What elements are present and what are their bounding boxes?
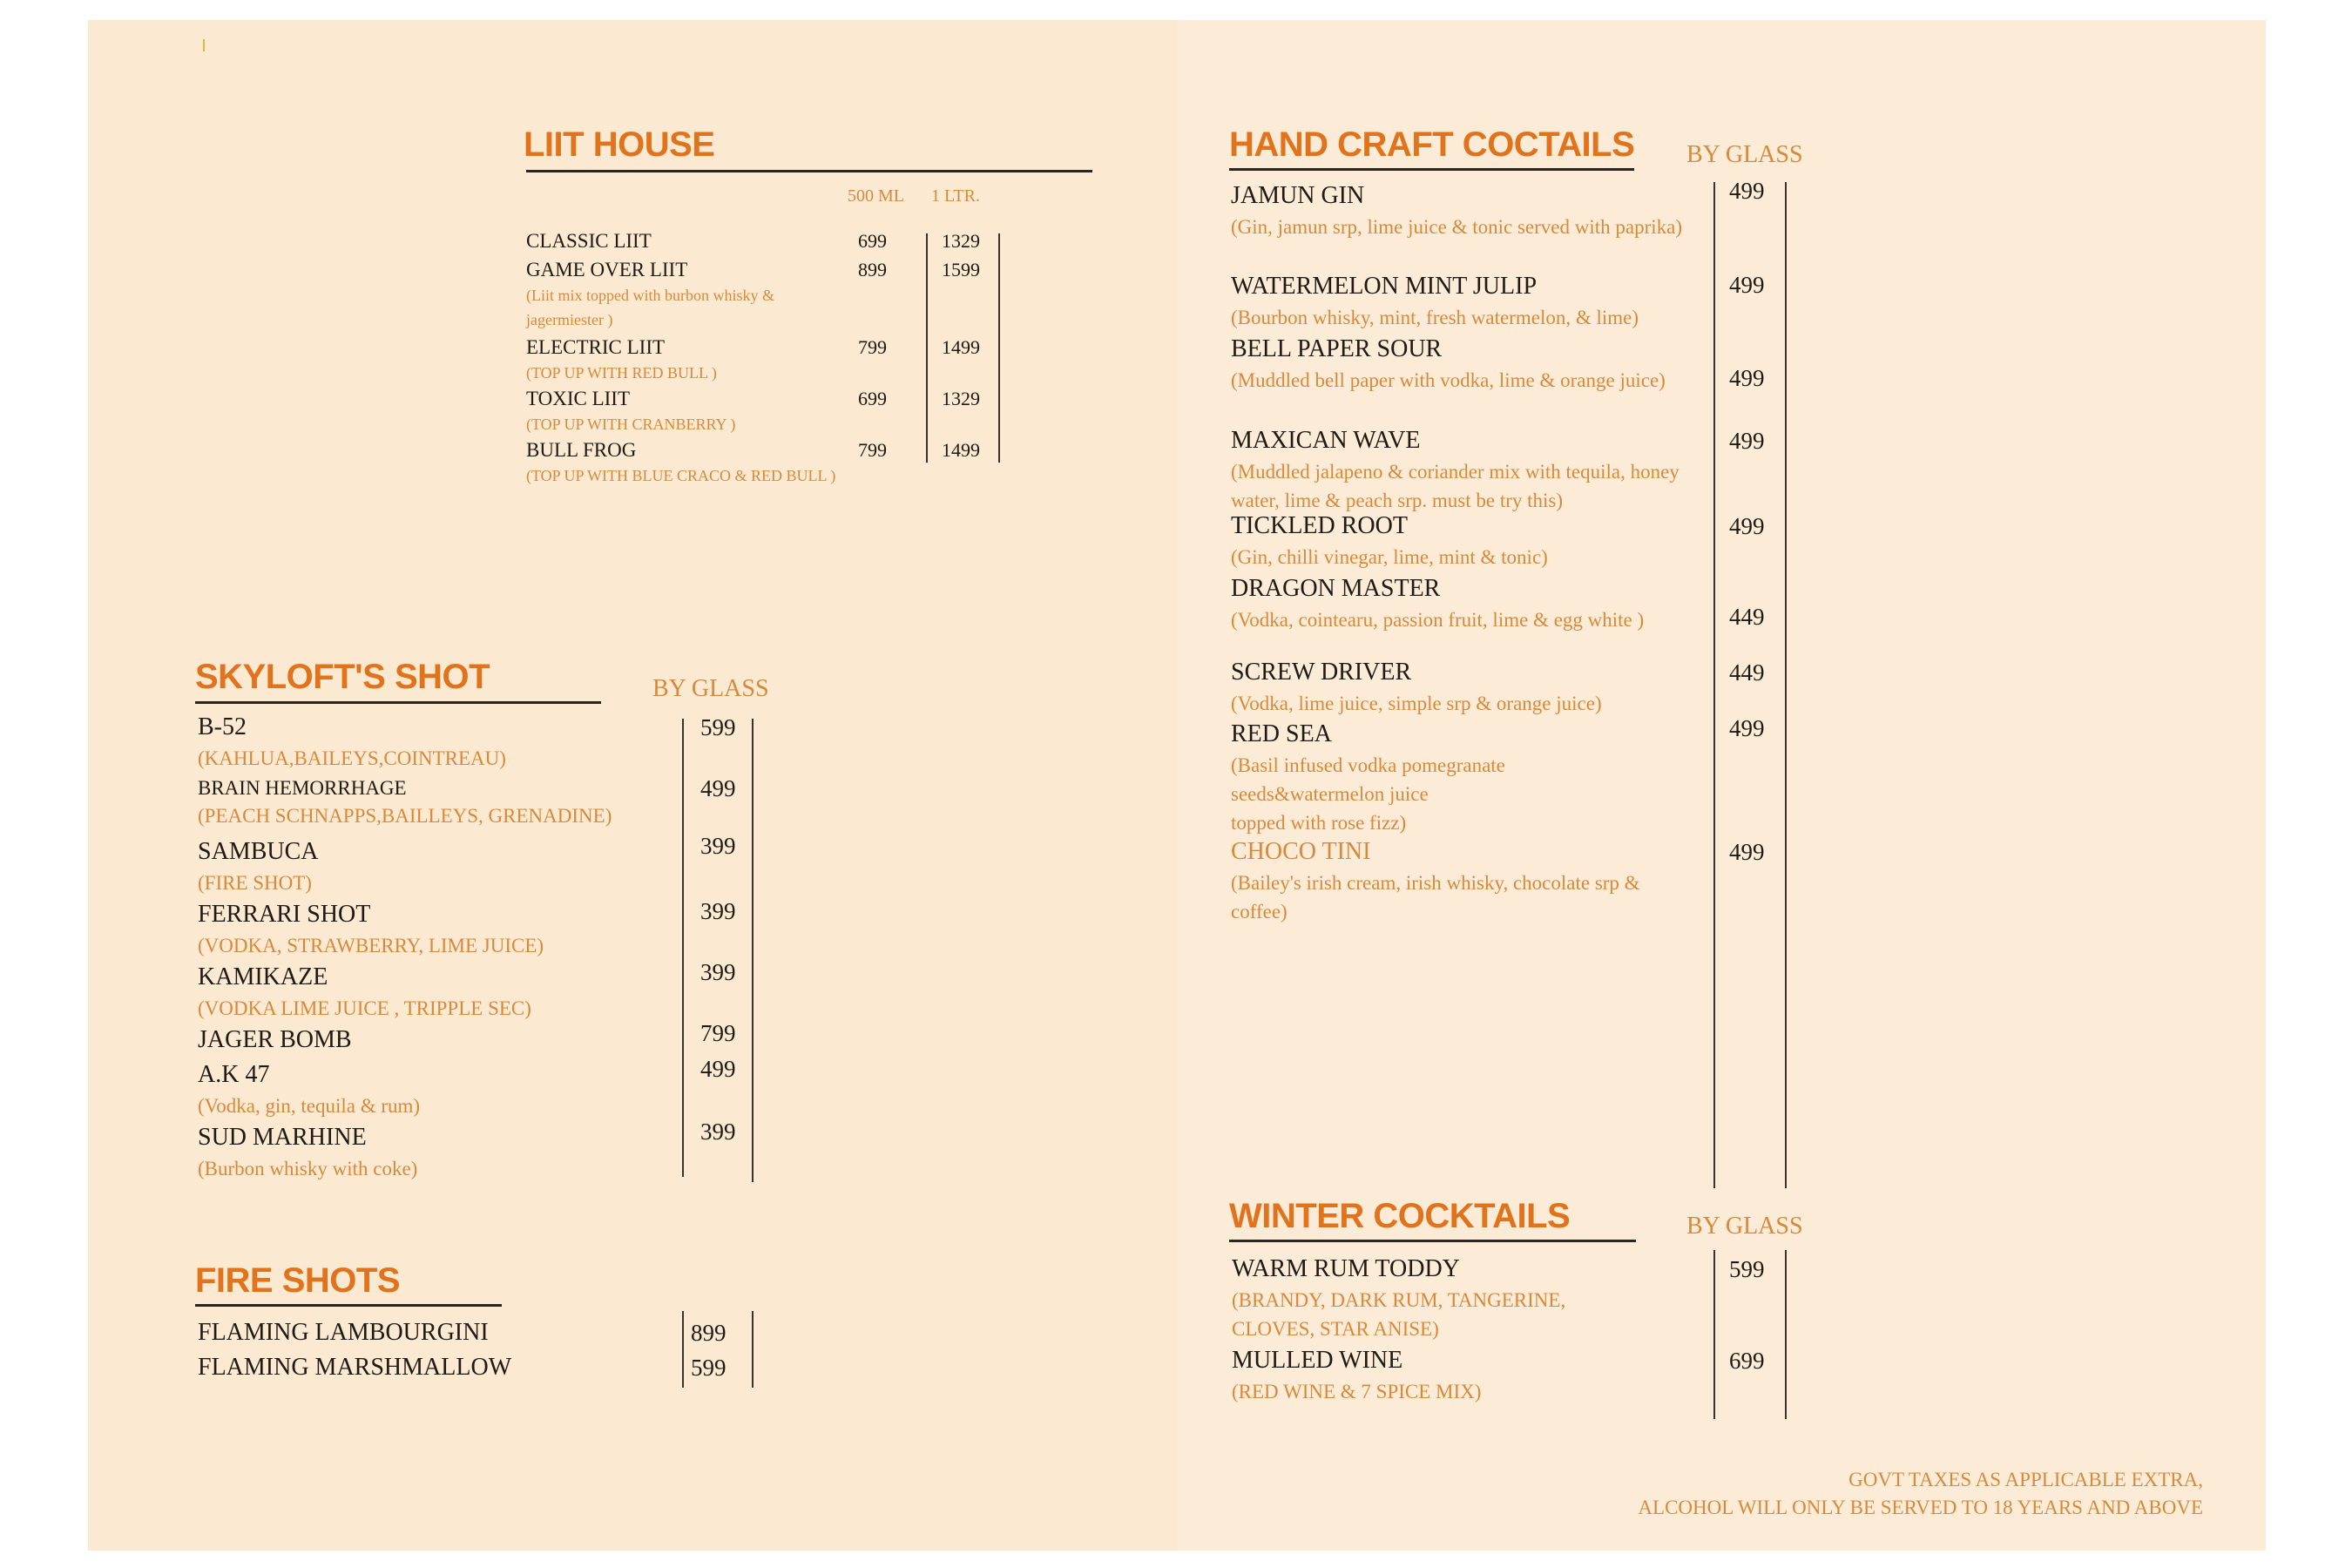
- menu-item-description: (Gin, chilli vinegar, lime, mint & tonic): [1231, 546, 1548, 568]
- menu-item-name: MAXICAN WAVE: [1231, 427, 1421, 454]
- price-1ltr: 1499: [942, 336, 980, 358]
- menu-item-description: [1232, 1286, 1565, 1343]
- menu-item-price: 399: [700, 833, 736, 859]
- menu-item-description: (Liit mix topped with burbon whisky & jagermiester ): [526, 287, 774, 328]
- fire-divider-1: [682, 1311, 684, 1388]
- menu-item-name: MULLED WINE: [1232, 1347, 1403, 1374]
- menu-item-name: FERRARI SHOT: [198, 901, 371, 928]
- skyloft-divider-1: [682, 719, 684, 1177]
- menu-item-price: 499: [700, 1056, 736, 1082]
- menu-item-name: BRAIN HEMORRHAGE: [198, 777, 407, 799]
- menu-item-description: (TOP UP WITH BLUE CRACO & RED BULL ): [526, 467, 836, 484]
- menu-item-description: [1231, 751, 1505, 837]
- menu-item-name: BULL FROG: [526, 439, 637, 461]
- menu-item-price: 499: [1729, 272, 1765, 298]
- menu-item-price: 599: [1729, 1256, 1765, 1282]
- menu-item-description: (TOP UP WITH RED BULL ): [526, 364, 717, 382]
- menu-item-price: 499: [1729, 839, 1765, 865]
- skyloft-shot-title: SKYLOFT'S SHOT: [195, 658, 490, 696]
- menu-item-name: TOXIC LIIT: [526, 388, 631, 409]
- skyloft-divider-2: [752, 719, 754, 1182]
- menu-item-description: (Vodka, gin, tequila & rum): [198, 1095, 421, 1117]
- footer-tax-line: GOVT TAXES AS APPLICABLE EXTRA,: [1848, 1469, 2203, 1490]
- menu-item-name: CHOCO TINI: [1231, 838, 1371, 865]
- liit-divider-2: [998, 233, 1000, 463]
- menu-item-price: 449: [1729, 604, 1765, 630]
- hand-craft-rule: [1229, 168, 1634, 171]
- menu-item-price: 699: [1729, 1348, 1765, 1374]
- menu-item-price: 499: [1729, 513, 1765, 539]
- menu-item-name: FLAMING LAMBOURGINI: [198, 1319, 489, 1346]
- menu-item-price: 499: [1729, 715, 1765, 741]
- menu-item-description: (VODKA, STRAWBERRY, LIME JUICE): [198, 935, 544, 956]
- menu-item-price: 399: [700, 898, 736, 924]
- footer-notice: [1638, 1466, 2203, 1522]
- menu-item-price: 599: [691, 1355, 727, 1381]
- menu-item-price: 499: [1729, 178, 1765, 204]
- menu-item-name: TICKLED ROOT: [1231, 512, 1408, 539]
- menu-page: [88, 20, 2266, 1551]
- menu-item-name: B-52: [198, 713, 247, 740]
- menu-item-price: 899: [691, 1320, 727, 1346]
- menu-item-price: 799: [700, 1020, 736, 1046]
- hand-craft-by-glass: BY GLASS: [1686, 141, 1803, 168]
- menu-item-price: 499: [1729, 428, 1765, 454]
- menu-item-name: DRAGON MASTER: [1231, 575, 1441, 602]
- description-line: topped with rose fizz): [1231, 812, 1407, 834]
- description-line: seeds&watermelon juice: [1231, 783, 1429, 805]
- price-1ltr: 1329: [942, 388, 980, 409]
- price-1ltr: 1499: [942, 439, 980, 461]
- price-1ltr: 1599: [942, 259, 980, 280]
- menu-item-description: (KAHLUA,BAILEYS,COINTREAU): [198, 747, 506, 769]
- menu-item-price: 399: [700, 1119, 736, 1145]
- menu-item-description: (Vodka, lime juice, simple srp & orange juice): [1231, 693, 1602, 714]
- menu-item-name: WARM RUM TODDY: [1232, 1255, 1460, 1282]
- menu-item-name: BELL PAPER SOUR: [1231, 335, 1443, 362]
- description-line: (Basil infused vodka pomegranate: [1231, 754, 1505, 776]
- menu-item-description: (Burbon whisky with coke): [198, 1158, 418, 1179]
- description-line: CLOVES, STAR ANISE): [1232, 1318, 1439, 1340]
- menu-item-description: (Bailey's irish cream, irish whisky, chocolate srp & coffee): [1231, 872, 1640, 923]
- price-500ml: 899: [858, 259, 887, 280]
- corner-mark: [203, 39, 205, 51]
- menu-item-price: 499: [1729, 365, 1765, 391]
- menu-item-description: (Gin, jamun srp, lime juice & tonic served with paprika): [1231, 216, 1683, 238]
- price-500ml: 799: [858, 336, 887, 358]
- col-1ltr: 1 LTR.: [931, 186, 980, 206]
- liit-house-rule: [526, 170, 1092, 172]
- menu-item-name: KAMIKAZE: [198, 963, 328, 990]
- footer-age-line: ALCOHOL WILL ONLY BE SERVED TO 18 YEARS AND ABOVE: [1638, 1497, 2203, 1518]
- menu-item-name: RED SEA: [1231, 720, 1332, 747]
- menu-item-description: (VODKA LIME JUICE , TRIPPLE SEC): [198, 997, 531, 1019]
- hand-craft-divider-2: [1785, 182, 1787, 1188]
- winter-divider-2: [1785, 1250, 1787, 1419]
- menu-item-name: CLASSIC LIIT: [526, 230, 652, 252]
- menu-item-name: SAMBUCA: [198, 838, 319, 865]
- price-1ltr: 1329: [942, 230, 980, 252]
- price-500ml: 699: [858, 230, 887, 252]
- menu-item-name: WATERMELON MINT JULIP: [1231, 273, 1538, 300]
- menu-item-description: (FIRE SHOT): [198, 872, 312, 894]
- skyloft-by-glass: BY GLASS: [652, 675, 769, 702]
- description-line: (BRANDY, DARK RUM, TANGERINE,: [1232, 1289, 1566, 1311]
- winter-cocktails-title: WINTER COCKTAILS: [1229, 1197, 1571, 1235]
- menu-item-description: (Bourbon whisky, mint, fresh watermelon, & lime): [1231, 307, 1639, 328]
- menu-item-price: 499: [700, 775, 736, 801]
- menu-item-description: (PEACH SCHNAPPS,BAILLEYS, GRENADINE): [198, 805, 612, 827]
- menu-item-price: 399: [700, 959, 736, 985]
- menu-item-description: (Muddled bell paper with vodka, lime & orange juice): [1231, 369, 1666, 391]
- price-500ml: 699: [858, 388, 887, 409]
- menu-item-name: A.K 47: [198, 1061, 270, 1088]
- menu-item-name: SUD MARHINE: [198, 1124, 367, 1151]
- skyloft-rule: [195, 701, 601, 704]
- menu-item-price: 449: [1729, 659, 1765, 686]
- price-500ml: 799: [858, 439, 887, 461]
- menu-item-description: (TOP UP WITH CRANBERRY ): [526, 416, 736, 433]
- liit-divider-1: [926, 233, 928, 463]
- menu-item-name: ELECTRIC LIIT: [526, 336, 666, 358]
- menu-item-name: JAMUN GIN: [1231, 182, 1365, 209]
- menu-item-name: SCREW DRIVER: [1231, 659, 1412, 686]
- menu-item-description: (RED WINE & 7 SPICE MIX): [1232, 1381, 1482, 1402]
- hand-craft-divider-1: [1713, 182, 1715, 1188]
- col-500ml: 500 ML: [848, 186, 904, 206]
- fire-shots-rule: [195, 1304, 502, 1307]
- menu-item-name: GAME OVER LIIT: [526, 259, 688, 280]
- fire-shots-title: FIRE SHOTS: [195, 1261, 401, 1300]
- menu-item-name: JAGER BOMB: [198, 1026, 352, 1053]
- winter-divider-1: [1713, 1250, 1715, 1419]
- menu-item-description: (Muddled jalapeno & coriander mix with tequila, honey water, lime & peach srp. must be try this): [1231, 461, 1680, 511]
- menu-item-price: 599: [700, 714, 736, 740]
- menu-item-name: FLAMING MARSHMALLOW: [198, 1354, 512, 1381]
- hand-craft-title: HAND CRAFT COCTAILS: [1229, 125, 1635, 164]
- menu-item-description: (Vodka, cointearu, passion fruit, lime & egg white ): [1231, 609, 1645, 631]
- winter-by-glass: BY GLASS: [1686, 1213, 1803, 1240]
- liit-house-title: LIIT HOUSE: [524, 125, 715, 164]
- fire-divider-2: [752, 1311, 754, 1388]
- winter-rule: [1229, 1240, 1636, 1242]
